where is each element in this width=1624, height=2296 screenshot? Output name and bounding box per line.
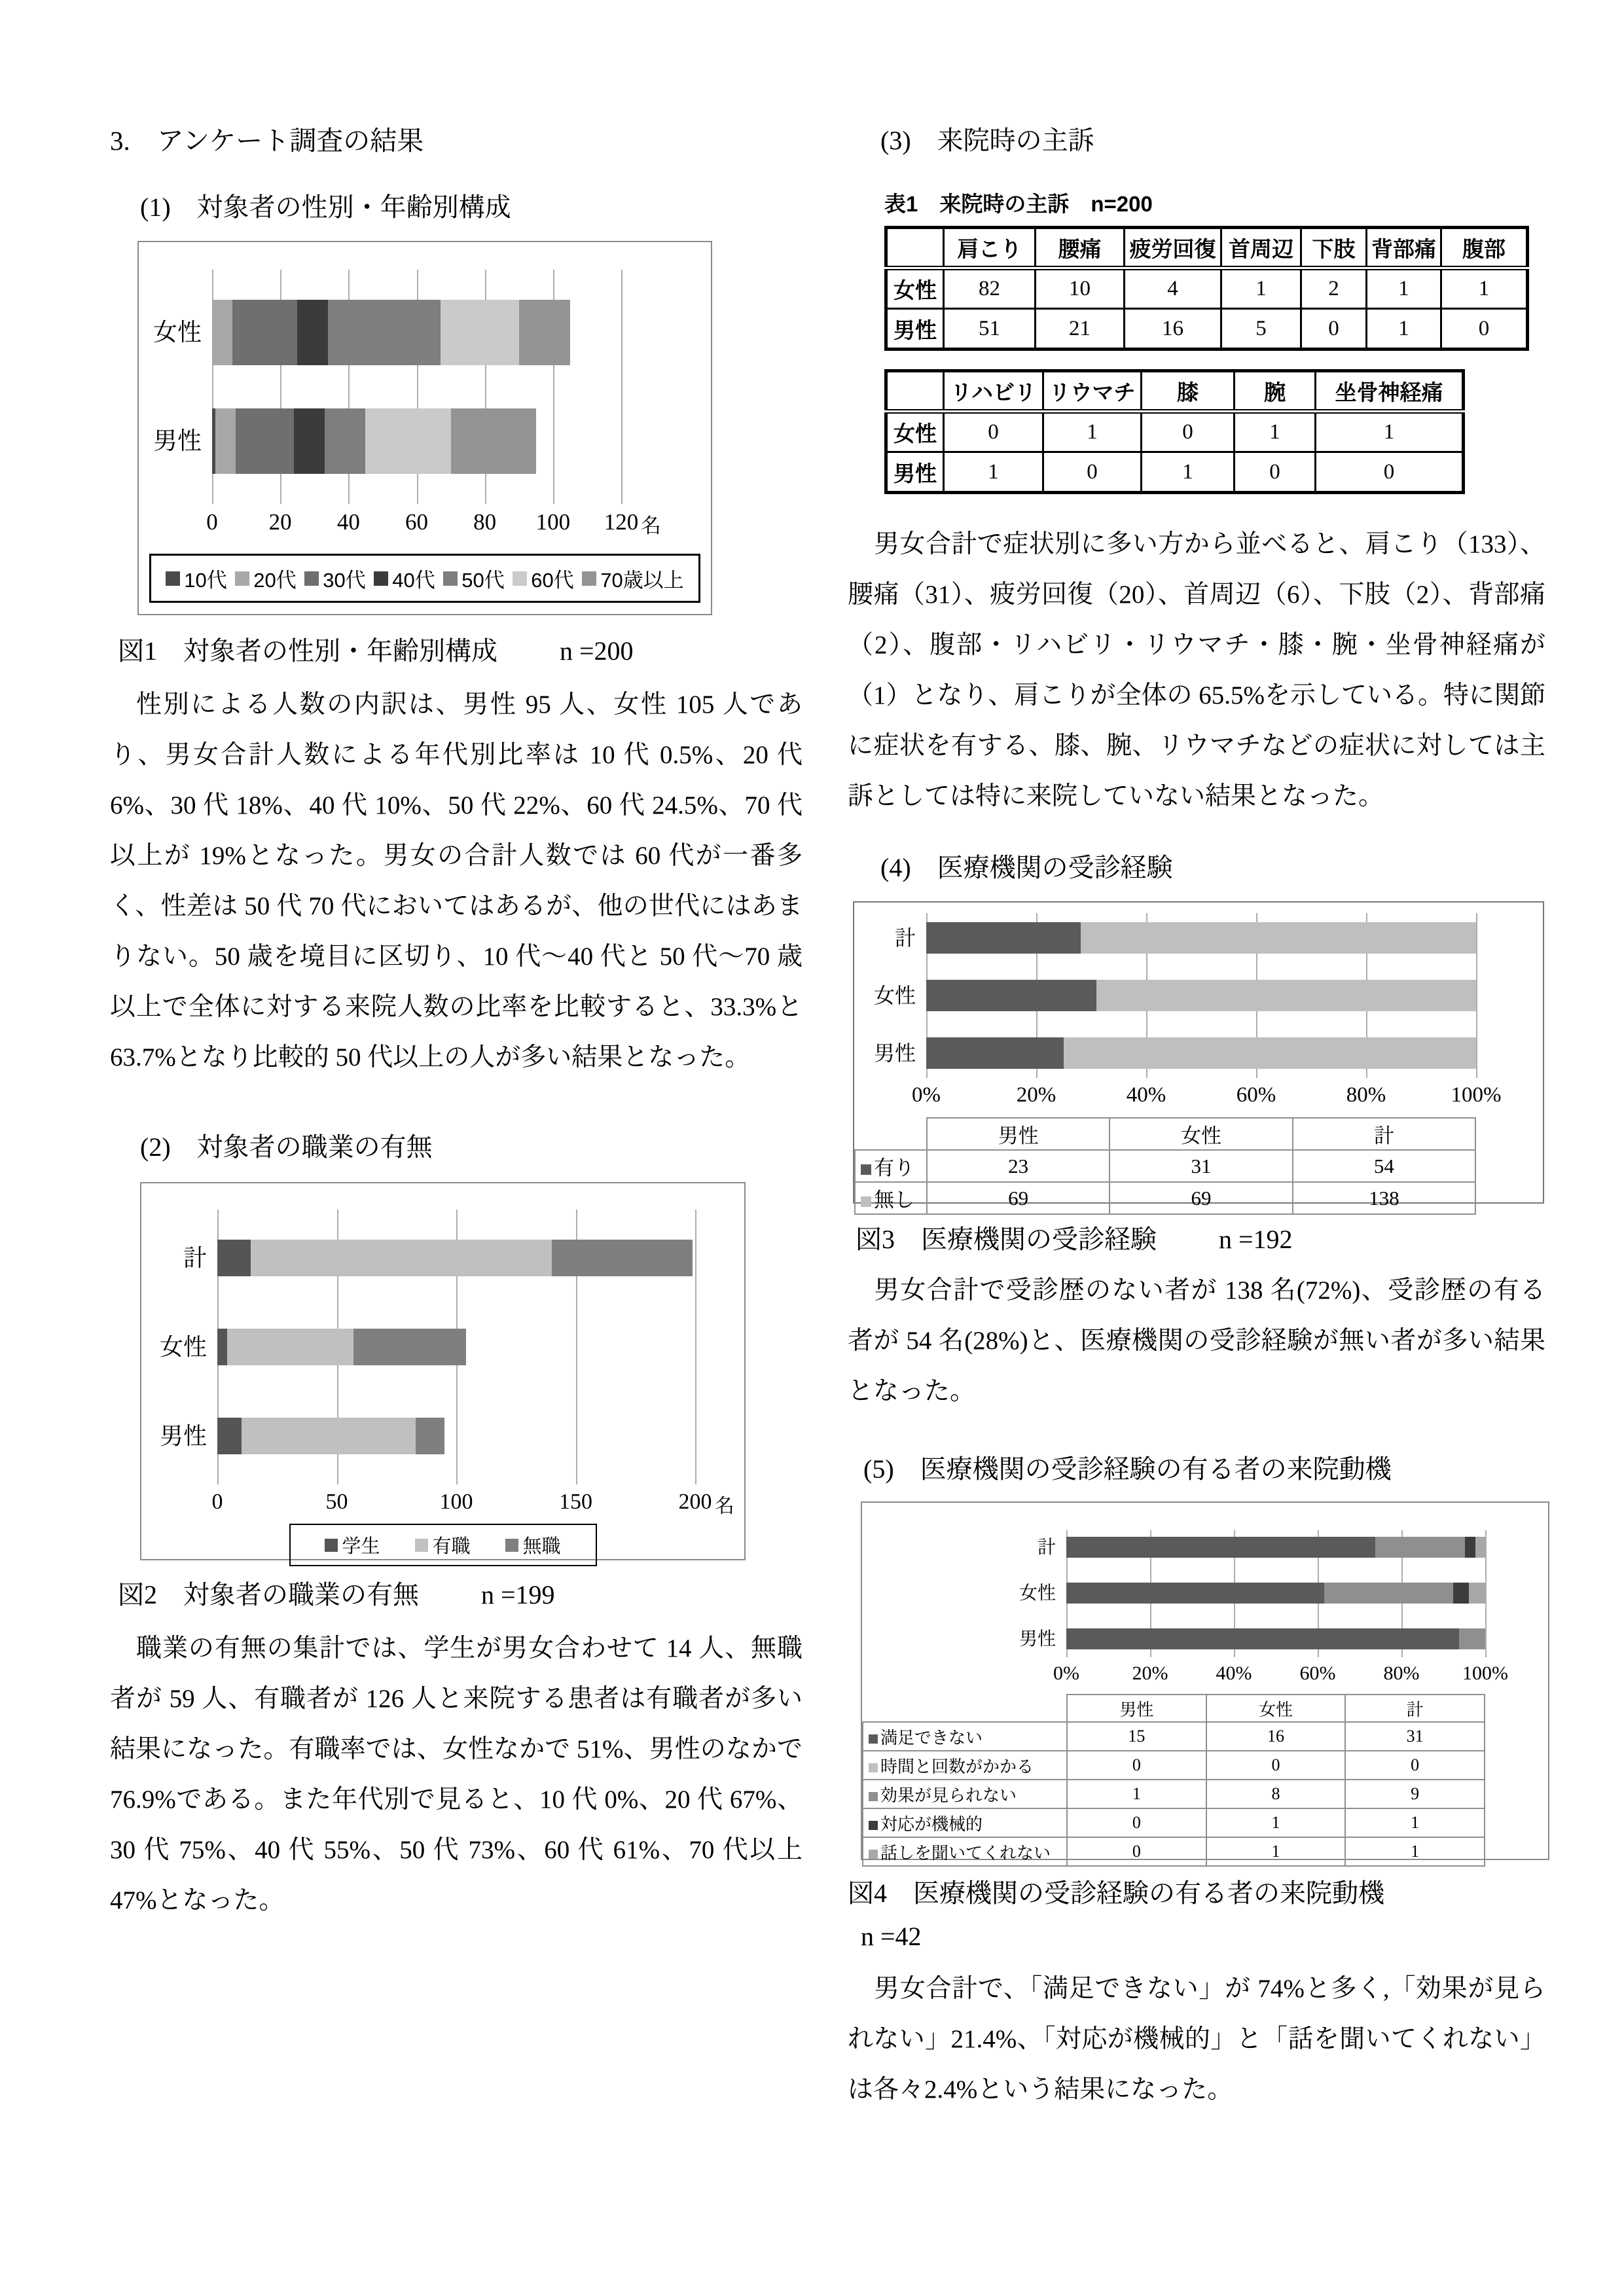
table-value-cell: 1	[1345, 1837, 1485, 1866]
legend-item-70歳以上	[582, 564, 683, 593]
table-value-cell: 2	[1301, 268, 1367, 309]
legend-box	[149, 554, 700, 603]
bar-segment-無し	[1064, 1037, 1476, 1069]
paragraph-4: 男女合計で受診歴のない者が 138 名(72%)、受診歴の有る者が 54 名(28%)と、医療機関の受診経験が無い者が多い結果となった。	[848, 1276, 1545, 1405]
table-row-label-text: 無し	[874, 1189, 914, 1211]
figure-3-chart	[853, 901, 1544, 1211]
category-label: 計	[1037, 1537, 1056, 1557]
table-row-label	[863, 1780, 1067, 1808]
legend-label: 30代	[323, 569, 366, 592]
bar-row	[926, 980, 1476, 1011]
bar-segment-話しを聞いてくれない	[1469, 1583, 1485, 1604]
bar-segment-40代	[294, 408, 325, 474]
table-value-cell: 51	[944, 309, 1036, 350]
legend-wrap	[149, 554, 700, 603]
legend-item-50代	[443, 564, 504, 593]
gridline	[621, 270, 623, 504]
table-header-cell: 腕	[1235, 371, 1316, 412]
category-label: 女性	[153, 319, 202, 346]
bar-segment-無職	[416, 1418, 444, 1454]
category-label: 男性	[873, 1041, 916, 1065]
figure-2-caption-label: 図2 対象者の職業の有無	[118, 1580, 419, 1609]
bar-row	[217, 1240, 695, 1276]
table-corner-cell	[863, 1695, 1067, 1722]
section-3-title: 3. アンケート調査の結果	[110, 126, 424, 156]
bar-row	[1066, 1628, 1485, 1649]
figure-4-n: n =42	[861, 1922, 922, 1951]
figure-1-caption-label: 図1 対象者の性別・年齢別構成	[118, 636, 497, 666]
bar-row	[212, 408, 621, 474]
table-header-cell: リウマチ	[1043, 371, 1142, 412]
bar-segment-効果が見られない	[1324, 1583, 1453, 1604]
table-row-label-text: 対応が機械的	[880, 1814, 983, 1834]
table-1-upper	[884, 226, 1545, 351]
bar-row	[217, 1418, 695, 1454]
legend-chip	[869, 1850, 878, 1859]
table-value-cell: 31	[1345, 1722, 1485, 1751]
figure-3-caption-label: 図3 医療機関の受診経験	[856, 1225, 1157, 1254]
chart-inner	[141, 1183, 744, 1566]
legend-item-有職	[415, 1532, 470, 1558]
plot-area	[159, 1210, 695, 1484]
figure-2-n: n =199	[481, 1580, 555, 1609]
bar-segment-30代	[236, 408, 294, 474]
chart-inner	[139, 242, 711, 603]
table-value-cell: 15	[1067, 1722, 1206, 1751]
category-label: 男性	[1019, 1628, 1056, 1649]
table-value-cell: 1	[1142, 452, 1235, 493]
bar-segment-50代	[328, 300, 441, 365]
table-row	[863, 1808, 1485, 1837]
table-row-label-text: 効果が見られない	[880, 1785, 1017, 1805]
table-row-label	[863, 1837, 1067, 1866]
paragraph-2: 職業の有無の集計では、学生が男女合わせて 14 人、無職者が 59 人、有職者が 126 人と来院する患者は有職者が多い結果になった。有職率では、女性なかで 51%、男性のなかで 76.9%である。また年代別で見ると、10 代 0%、20 代 67%、30 代 75%、40 代 55%、50 代 73%、60 代 61%、70 代以上 47%となった。	[110, 1634, 803, 1914]
axis-tick-label: 80	[473, 509, 497, 535]
category-label: 計	[894, 926, 916, 950]
chart-inner	[862, 1503, 1548, 1867]
table-header-cell: 男性	[1067, 1695, 1206, 1722]
table-row-label-text: 話しを聞いてくれない	[880, 1842, 1051, 1863]
table-row	[855, 1182, 1475, 1214]
column-left	[110, 124, 803, 1926]
table-value-cell: 1	[944, 452, 1043, 493]
bar-segment-50代	[325, 408, 366, 474]
plot-area	[1019, 1530, 1485, 1657]
legend-chip	[325, 1539, 338, 1552]
axis-unit-label: 名	[715, 1496, 734, 1517]
table-header-cell: 首周辺	[1221, 228, 1301, 268]
legend-chip	[374, 571, 388, 586]
bar-segment-学生	[217, 1240, 251, 1276]
table-value-cell: 0	[1067, 1751, 1206, 1780]
axis-tick-label: 100	[439, 1490, 473, 1514]
category-label: 女性	[1019, 1583, 1056, 1603]
table-value-cell: 10	[1036, 268, 1125, 309]
bar-segment-満足できない	[1066, 1537, 1375, 1558]
legend-item-30代	[304, 564, 365, 593]
table-row-label-text: 時間と回数がかかる	[880, 1756, 1034, 1776]
axis-tick-label: 100%	[1451, 1083, 1502, 1107]
table-value-cell: 0	[1441, 309, 1528, 350]
bar-segment-40代	[297, 300, 328, 365]
heading-5-motivation: (5) 医療機関の受診経験の有る者の来院動機	[863, 1454, 1392, 1484]
gridline	[695, 1210, 696, 1484]
table-header-cell	[886, 228, 944, 268]
chief-complaint-table	[884, 226, 1529, 351]
bar-segment-有職	[227, 1329, 353, 1365]
table-value-cell: 1	[1221, 268, 1301, 309]
table-row	[863, 1780, 1485, 1808]
bar-row	[212, 300, 621, 365]
axis-tick-label: 200	[678, 1490, 712, 1514]
table-value-cell: 69	[1110, 1182, 1292, 1214]
axis-tick-label: 0	[211, 1490, 223, 1514]
table-header-cell	[886, 371, 944, 412]
legend-chip	[505, 1539, 518, 1552]
paragraph-3: 男女合計で症状別に多い方から並べると、肩こり（133）、腰痛（31）、疲労回復（20）、首周辺（6）、下肢（2）、背部痛（2）、腹部・リハビリ・リウマチ・膝・腕・坐骨神経痛が（1）となり、肩こりが全体の 65.5%を示している。特に関節に症状を有する、膝、腕、リウマチなどの症状に対しては主訴としては特に来院していない結果となった。	[848, 530, 1545, 810]
paragraph-1: 性別による人数の内訳は、男性 95 人、女性 105 人であり、男女合計人数による年代別比率は 10 代 0.5%、20 代 6%、30 代 18%、40 代 10%、50 代 22%、60 代 24.5%、70 代以上が 19%となった。男女の合計人数では 60 代が一番多く、性差は 50 代 70 代においてはあるが、他の世代にはあまりない。50 歳を境目に区切り、10 代～40 代と 50 代～70 歳以上で全体に対する来院人数の比率を比較すると、33.3%と 63.7%となり比較的 50 代以上の人が多い結果となった。	[110, 691, 803, 1071]
figure-1-caption	[118, 635, 803, 668]
figure-4-caption	[848, 1877, 1545, 1953]
axis-tick-label: 120	[604, 509, 639, 535]
legend-chip	[415, 1539, 428, 1552]
bar-segment-満足できない	[1066, 1628, 1459, 1649]
chart-data-table	[862, 1694, 1485, 1867]
bar-segment-30代	[232, 300, 297, 365]
table-header-cell: 腹部	[1441, 228, 1528, 268]
table-value-cell: 23	[927, 1150, 1110, 1182]
x-axis	[211, 1484, 734, 1517]
axis-tick-label: 150	[559, 1490, 592, 1514]
legend-chip	[582, 571, 596, 586]
figure-3-n: n =192	[1219, 1225, 1293, 1254]
legend-item-60代	[513, 564, 573, 593]
table-value-cell: 1	[1441, 268, 1528, 309]
axis-tick-label: 60	[405, 509, 428, 535]
legend-label: 70歳以上	[600, 569, 684, 592]
category-label: 男性	[159, 1422, 207, 1449]
bar-segment-有職	[251, 1240, 552, 1276]
axis-tick-label: 20%	[1132, 1662, 1168, 1684]
table-value-cell: 31	[1110, 1150, 1292, 1182]
heading-2-occupation: (2) 対象者の職業の有無	[140, 1132, 433, 1162]
legend-chip	[869, 1821, 878, 1830]
bar-segment-学生	[217, 1418, 242, 1454]
table-value-cell: 54	[1293, 1150, 1475, 1182]
axis-tick-label: 0	[206, 509, 218, 535]
figure-4-chart	[861, 1501, 1549, 1863]
gridline	[1476, 913, 1477, 1078]
figure-3-caption	[856, 1223, 1545, 1256]
legend-label: 60代	[531, 569, 574, 592]
table-value-cell: 9	[1345, 1780, 1485, 1808]
bar-row	[1066, 1583, 1485, 1604]
table-1-title: 表1 来院時の主訴 n=200	[884, 192, 1153, 216]
table-value-cell: 0	[1043, 452, 1142, 493]
legend-item-40代	[374, 564, 435, 593]
table-value-cell: 1	[1367, 268, 1441, 309]
table-value-cell: 0	[1316, 452, 1464, 493]
legend-chip	[869, 1763, 878, 1772]
table-row-label	[863, 1751, 1067, 1780]
table-value-cell: 69	[927, 1182, 1110, 1214]
table-value-cell: 21	[1036, 309, 1125, 350]
x-axis	[912, 1078, 1502, 1112]
table-row-label: 男性	[886, 309, 944, 350]
table-row-label	[855, 1150, 927, 1182]
bar-segment-無し	[1081, 922, 1476, 954]
table-row	[863, 1751, 1485, 1780]
paragraph-5: 男女合計で、「満足できない」が 74%と多く,「効果が見られない」21.4%、「対応が機械的」と「話を聞いてくれない」は各々2.4%という結果になった。	[848, 1975, 1545, 2104]
category-label: 女性	[159, 1333, 207, 1360]
table-header-cell: リハビリ	[944, 371, 1043, 412]
bar-segment-無し	[1096, 980, 1476, 1011]
figure-1-n: n =200	[560, 636, 634, 666]
legend-label: 10代	[184, 569, 227, 592]
legend-label: 有職	[432, 1536, 471, 1557]
plot-area	[153, 270, 621, 504]
figure-1-chart	[137, 241, 712, 615]
bar-segment-効果が見られない	[1459, 1628, 1485, 1649]
table-header-cell: 膝	[1142, 371, 1235, 412]
axis-tick-label: 100%	[1462, 1662, 1508, 1684]
gridline	[1485, 1530, 1487, 1657]
axis-tick-label: 60%	[1299, 1662, 1336, 1684]
table-value-cell: 0	[1206, 1751, 1346, 1780]
bar-segment-話しを聞いてくれない	[1475, 1537, 1485, 1558]
legend-chip	[861, 1196, 871, 1207]
table-value-cell: 138	[1293, 1182, 1475, 1214]
axis-tick-label: 40	[336, 509, 360, 535]
table-value-cell: 0	[1345, 1751, 1485, 1780]
bar-segment-20代	[212, 300, 232, 365]
bar-segment-60代	[365, 408, 450, 474]
table-header-cell: 腰痛	[1036, 228, 1125, 268]
axis-tick-label: 20%	[1016, 1083, 1056, 1107]
bar-segment-70歳以上	[519, 300, 570, 365]
table-header-cell: 計	[1293, 1118, 1475, 1150]
bar-segment-70歳以上	[451, 408, 536, 474]
table-value-cell: 1	[1367, 309, 1441, 350]
heading-4-medical-experience: (4) 医療機関の受診経験	[880, 853, 1173, 882]
table-row-label-text: 有り	[874, 1157, 914, 1179]
bar-row	[926, 1037, 1476, 1069]
heading-1-gender-age: (1) 対象者の性別・年齢別構成	[140, 192, 511, 222]
bar-segment-無職	[353, 1329, 466, 1365]
legend-box	[289, 1524, 597, 1566]
legend-item-学生	[325, 1532, 380, 1558]
figure-4-caption-label: 図4 医療機関の受診経験の有る者の来院動機	[848, 1878, 1384, 1908]
table-row-label	[863, 1722, 1067, 1751]
axis-tick-label: 20	[268, 509, 292, 535]
axis-tick-label: 0%	[1053, 1662, 1079, 1684]
table-value-cell: 16	[1206, 1722, 1346, 1751]
legend-item-20代	[235, 564, 296, 593]
x-axis	[1053, 1657, 1508, 1689]
category-label: 計	[183, 1244, 207, 1271]
legend-label: 50代	[461, 569, 505, 592]
bar-segment-20代	[215, 408, 236, 474]
table-row	[863, 1837, 1485, 1866]
axis-tick-label: 80%	[1383, 1662, 1420, 1684]
bar-segment-有り	[926, 922, 1081, 954]
x-axis	[206, 504, 661, 541]
legend-chip	[166, 571, 180, 586]
table-value-cell: 16	[1125, 309, 1221, 350]
axis-tick-label: 40%	[1216, 1662, 1252, 1684]
axis-tick-label: 80%	[1346, 1083, 1386, 1107]
bar-segment-無職	[552, 1240, 693, 1276]
bar-row	[217, 1329, 695, 1365]
table-header-cell: 女性	[1206, 1695, 1346, 1722]
category-label: 女性	[873, 984, 916, 1007]
table-row	[886, 452, 1464, 493]
bar-segment-有職	[242, 1418, 416, 1454]
legend-chip	[235, 571, 249, 586]
legend-chip	[304, 571, 319, 586]
legend-chip	[861, 1164, 871, 1175]
table-header-cell: 男性	[927, 1118, 1110, 1150]
table-value-cell: 1	[1043, 412, 1142, 452]
table-value-cell: 0	[1142, 412, 1235, 452]
bar-segment-有り	[926, 980, 1096, 1011]
table-row-label: 女性	[886, 268, 944, 309]
table-1-lower	[884, 369, 1545, 494]
table-row	[886, 268, 1528, 309]
table-row-label	[863, 1808, 1067, 1837]
table-value-cell: 0	[1235, 452, 1316, 493]
category-label: 男性	[153, 427, 202, 454]
table-value-cell: 0	[1067, 1808, 1206, 1837]
table-row-label: 男性	[886, 452, 944, 493]
table-value-cell: 1	[1345, 1808, 1485, 1837]
axis-tick-label: 0%	[912, 1083, 941, 1107]
legend-chip	[869, 1734, 878, 1744]
table-header-row	[886, 371, 1464, 412]
table-header-row	[863, 1695, 1485, 1722]
table-row	[886, 412, 1464, 452]
axis-tick-label: 60%	[1236, 1083, 1276, 1107]
chief-complaint-table	[884, 369, 1465, 494]
table-row	[855, 1150, 1475, 1182]
bar-segment-有り	[926, 1037, 1064, 1069]
table-header-cell: 坐骨神経痛	[1316, 371, 1464, 412]
figure-2-caption	[118, 1579, 803, 1611]
bar-segment-学生	[217, 1329, 227, 1365]
legend-item-無職	[505, 1532, 560, 1558]
table-header-cell: 計	[1345, 1695, 1485, 1722]
legend-chip	[869, 1792, 878, 1801]
bar-segment-満足できない	[1066, 1583, 1324, 1604]
table-header-cell: 女性	[1110, 1118, 1292, 1150]
plot-area	[873, 913, 1476, 1078]
axis-tick-label: 40%	[1126, 1083, 1166, 1107]
axis-tick-label: 50	[325, 1490, 348, 1514]
legend-label: 20代	[253, 569, 297, 592]
table-value-cell: 82	[944, 268, 1036, 309]
column-right	[848, 124, 1545, 2115]
chart-inner	[854, 903, 1543, 1215]
bar-segment-対応が機械的	[1453, 1583, 1469, 1604]
table-row-label	[855, 1182, 927, 1214]
table-value-cell: 1	[1067, 1780, 1206, 1808]
figure-2-chart	[140, 1182, 746, 1560]
legend-label: 無職	[522, 1536, 561, 1557]
table-value-cell: 0	[1301, 309, 1367, 350]
table-value-cell: 8	[1206, 1780, 1346, 1808]
chart-data-table	[854, 1117, 1476, 1215]
table-header-row	[886, 228, 1528, 268]
table-row-label-text: 満足できない	[880, 1727, 983, 1748]
table-header-cell: 肩こり	[944, 228, 1036, 268]
table-value-cell: 1	[1206, 1837, 1346, 1866]
table-header-cell: 背部痛	[1367, 228, 1441, 268]
bar-row	[926, 922, 1476, 954]
table-value-cell: 4	[1125, 268, 1221, 309]
bar-segment-60代	[441, 300, 519, 365]
legend-chip	[443, 571, 458, 586]
bar-row	[1066, 1537, 1485, 1558]
table-value-cell: 0	[944, 412, 1043, 452]
legend-item-10代	[166, 564, 226, 593]
axis-tick-label: 100	[535, 509, 571, 535]
table-header-cell: 下肢	[1301, 228, 1367, 268]
table-header-row	[855, 1118, 1475, 1150]
table-row	[863, 1722, 1485, 1751]
legend-wrap	[141, 1524, 744, 1566]
table-value-cell: 1	[1316, 412, 1464, 452]
table-row	[886, 309, 1528, 350]
heading-3-chief-complaint: (3) 来院時の主訴	[880, 126, 1094, 155]
legend-label: 学生	[342, 1536, 380, 1557]
table-value-cell: 5	[1221, 309, 1301, 350]
table-corner-cell	[855, 1118, 927, 1150]
axis-unit-label: 名	[641, 514, 661, 537]
bar-segment-効果が見られない	[1375, 1537, 1465, 1558]
table-header-cell: 疲労回復	[1125, 228, 1221, 268]
table-value-cell: 1	[1206, 1808, 1346, 1837]
legend-chip	[513, 571, 527, 586]
table-value-cell: 1	[1235, 412, 1316, 452]
table-value-cell: 0	[1067, 1837, 1206, 1866]
table-row-label: 女性	[886, 412, 944, 452]
legend-label: 40代	[392, 569, 435, 592]
bar-segment-対応が機械的	[1465, 1537, 1475, 1558]
